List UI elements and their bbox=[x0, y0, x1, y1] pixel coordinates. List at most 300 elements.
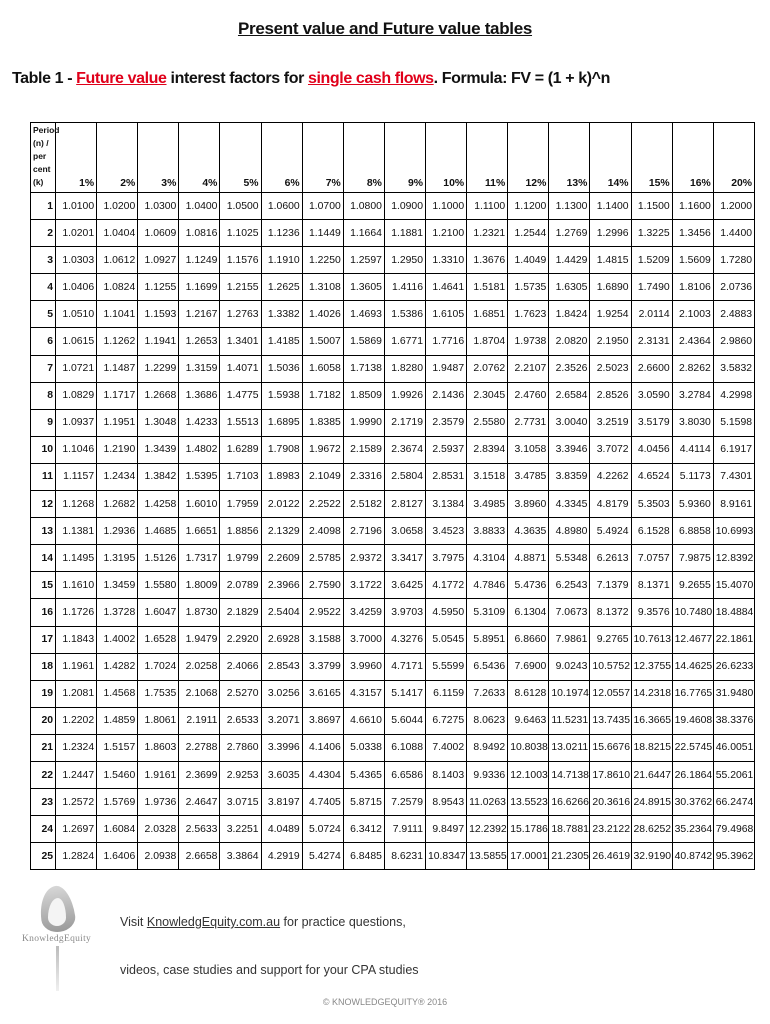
table-heading-middle: interest factors for bbox=[166, 70, 308, 87]
factor-cell: 4.8179 bbox=[590, 491, 631, 518]
table-row bbox=[31, 599, 755, 626]
table-row bbox=[31, 436, 755, 463]
factor-cell: 2.5937 bbox=[425, 436, 466, 463]
factor-cell: 1.2100 bbox=[425, 220, 466, 247]
factor-cell: 10.5752 bbox=[590, 653, 631, 680]
period-cell: 20 bbox=[31, 707, 56, 734]
factor-cell: 10.7613 bbox=[631, 626, 672, 653]
rate-header: 14% bbox=[590, 123, 631, 193]
factor-cell: 3.1588 bbox=[302, 626, 343, 653]
factor-cell: 1.1255 bbox=[138, 274, 179, 301]
factor-cell: 10.8038 bbox=[508, 734, 549, 761]
factor-cell: 3.6035 bbox=[261, 761, 302, 788]
rate-header: 4% bbox=[179, 123, 220, 193]
factor-cell: 1.0721 bbox=[56, 355, 97, 382]
factor-cell: 3.6165 bbox=[302, 680, 343, 707]
factor-cell: 2.3045 bbox=[467, 382, 508, 409]
factor-cell: 1.4859 bbox=[97, 707, 138, 734]
factor-cell: 1.5181 bbox=[467, 274, 508, 301]
factor-cell: 1.8061 bbox=[138, 707, 179, 734]
factor-cell: 1.5386 bbox=[384, 301, 425, 328]
factor-cell: 1.6528 bbox=[138, 626, 179, 653]
factor-cell: 2.7860 bbox=[220, 734, 261, 761]
factor-cell: 2.4364 bbox=[672, 328, 713, 355]
factor-cell: 5.3503 bbox=[631, 491, 672, 518]
factor-cell: 1.7959 bbox=[220, 491, 261, 518]
period-cell: 25 bbox=[31, 843, 56, 870]
factor-cell: 1.2190 bbox=[97, 436, 138, 463]
factor-cell: 12.2392 bbox=[467, 816, 508, 843]
factor-cell: 3.8833 bbox=[467, 518, 508, 545]
knowledgequity-link[interactable]: KnowledgEquity.com.au bbox=[146, 915, 281, 929]
factor-cell: 2.6658 bbox=[179, 843, 220, 870]
factor-cell: 1.2000 bbox=[713, 193, 754, 220]
factor-cell: 15.1786 bbox=[508, 816, 549, 843]
factor-cell: 3.6425 bbox=[384, 572, 425, 599]
factor-cell: 1.1910 bbox=[261, 247, 302, 274]
period-cell: 22 bbox=[31, 761, 56, 788]
logo-stem bbox=[56, 946, 59, 991]
factor-cell: 1.4026 bbox=[302, 301, 343, 328]
factor-cell: 1.9738 bbox=[508, 328, 549, 355]
factor-cell: 8.1372 bbox=[590, 599, 631, 626]
factor-cell: 1.3459 bbox=[97, 572, 138, 599]
factor-cell: 2.2609 bbox=[261, 545, 302, 572]
rate-header: 8% bbox=[343, 123, 384, 193]
table-row bbox=[31, 680, 755, 707]
footer-practice-text: for practice questions, bbox=[280, 915, 406, 929]
factor-cell: 2.8531 bbox=[425, 463, 466, 490]
factor-cell: 6.1917 bbox=[713, 436, 754, 463]
factor-cell: 4.4114 bbox=[672, 436, 713, 463]
factor-cell: 1.8603 bbox=[138, 734, 179, 761]
factor-cell: 1.9161 bbox=[138, 761, 179, 788]
factor-cell: 4.6610 bbox=[343, 707, 384, 734]
factor-cell: 1.3310 bbox=[425, 247, 466, 274]
factor-cell: 1.6058 bbox=[302, 355, 343, 382]
factor-cell: 1.1025 bbox=[220, 220, 261, 247]
factor-cell: 3.7000 bbox=[343, 626, 384, 653]
period-cell: 9 bbox=[31, 409, 56, 436]
factor-cell: 1.1268 bbox=[56, 491, 97, 518]
factor-cell: 5.9360 bbox=[672, 491, 713, 518]
factor-cell: 3.3799 bbox=[302, 653, 343, 680]
factor-cell: 3.0658 bbox=[384, 518, 425, 545]
factor-cell: 3.7975 bbox=[425, 545, 466, 572]
factor-cell: 1.6651 bbox=[179, 518, 220, 545]
factor-cell: 5.1598 bbox=[713, 409, 754, 436]
factor-cell: 4.1772 bbox=[425, 572, 466, 599]
future-value-table bbox=[30, 122, 755, 870]
factor-cell: 1.4400 bbox=[713, 220, 754, 247]
factor-cell: 1.4258 bbox=[138, 491, 179, 518]
factor-cell: 1.4429 bbox=[549, 247, 590, 274]
factor-cell: 7.2579 bbox=[384, 789, 425, 816]
factor-cell: 95.3962 bbox=[713, 843, 754, 870]
factor-cell: 3.1518 bbox=[467, 463, 508, 490]
period-cell: 16 bbox=[31, 599, 56, 626]
footer-visit-text: Visit bbox=[120, 915, 147, 929]
factor-cell: 1.1881 bbox=[384, 220, 425, 247]
factor-cell: 1.1236 bbox=[261, 220, 302, 247]
factor-cell: 1.1100 bbox=[467, 193, 508, 220]
factor-cell: 5.0545 bbox=[425, 626, 466, 653]
footer-line-1 bbox=[120, 915, 406, 929]
factor-cell: 1.6406 bbox=[97, 843, 138, 870]
factor-cell: 3.9960 bbox=[343, 653, 384, 680]
factor-cell: 8.6128 bbox=[508, 680, 549, 707]
period-cell: 19 bbox=[31, 680, 56, 707]
factor-cell: 3.0040 bbox=[549, 409, 590, 436]
period-cell: 23 bbox=[31, 789, 56, 816]
factor-cell: 13.0211 bbox=[549, 734, 590, 761]
factor-cell: 46.0051 bbox=[713, 734, 754, 761]
factor-cell: 2.7196 bbox=[343, 518, 384, 545]
factor-cell: 9.2655 bbox=[672, 572, 713, 599]
factor-cell: 1.6890 bbox=[590, 274, 631, 301]
factor-cell: 1.0829 bbox=[56, 382, 97, 409]
factor-cell: 10.8347 bbox=[425, 843, 466, 870]
table-row bbox=[31, 653, 755, 680]
factor-cell: 1.0500 bbox=[220, 193, 261, 220]
factor-cell: 5.0724 bbox=[302, 816, 343, 843]
factor-cell: 22.1861 bbox=[713, 626, 754, 653]
factor-cell: 1.1843 bbox=[56, 626, 97, 653]
factor-cell: 2.1003 bbox=[672, 301, 713, 328]
factor-cell: 1.1600 bbox=[672, 193, 713, 220]
factor-cell: 1.0406 bbox=[56, 274, 97, 301]
factor-cell: 8.9543 bbox=[425, 789, 466, 816]
table-row bbox=[31, 382, 755, 409]
factor-cell: 6.6586 bbox=[384, 761, 425, 788]
factor-cell: 7.9875 bbox=[672, 545, 713, 572]
factor-cell: 8.9492 bbox=[467, 734, 508, 761]
factor-cell: 1.1941 bbox=[138, 328, 179, 355]
factor-cell: 2.3579 bbox=[425, 409, 466, 436]
factor-cell: 1.4802 bbox=[179, 436, 220, 463]
factor-cell: 1.1726 bbox=[56, 599, 97, 626]
factor-cell: 4.6524 bbox=[631, 463, 672, 490]
factor-cell: 6.8485 bbox=[343, 843, 384, 870]
factor-cell: 4.0456 bbox=[631, 436, 672, 463]
factor-cell: 1.5869 bbox=[343, 328, 384, 355]
factor-cell: 2.0820 bbox=[549, 328, 590, 355]
factor-cell: 1.1576 bbox=[220, 247, 261, 274]
table-header-row bbox=[31, 123, 755, 193]
logo-text: KnowledgEquity bbox=[22, 934, 92, 944]
factor-cell: 1.2544 bbox=[508, 220, 549, 247]
factor-cell: 1.3676 bbox=[467, 247, 508, 274]
factor-cell: 3.8197 bbox=[261, 789, 302, 816]
factor-cell: 1.2572 bbox=[56, 789, 97, 816]
factor-cell: 3.4985 bbox=[467, 491, 508, 518]
factor-cell: 9.9336 bbox=[467, 761, 508, 788]
factor-cell: 2.6928 bbox=[261, 626, 302, 653]
factor-cell: 1.2763 bbox=[220, 301, 261, 328]
factor-cell: 1.4071 bbox=[220, 355, 261, 382]
factor-cell: 1.2202 bbox=[56, 707, 97, 734]
factor-cell: 1.4233 bbox=[179, 409, 220, 436]
factor-cell: 1.0609 bbox=[138, 220, 179, 247]
factor-cell: 5.1173 bbox=[672, 463, 713, 490]
factor-cell: 1.0700 bbox=[302, 193, 343, 220]
factor-cell: 7.0673 bbox=[549, 599, 590, 626]
factor-cell: 1.4641 bbox=[425, 274, 466, 301]
rate-header: 2% bbox=[97, 123, 138, 193]
factor-cell: 1.1664 bbox=[343, 220, 384, 247]
factor-cell: 1.2950 bbox=[384, 247, 425, 274]
factor-cell: 1.5157 bbox=[97, 734, 138, 761]
table-row bbox=[31, 843, 755, 870]
table-row bbox=[31, 518, 755, 545]
rate-header: 10% bbox=[425, 123, 466, 193]
factor-cell: 6.5436 bbox=[467, 653, 508, 680]
factor-cell: 1.6895 bbox=[261, 409, 302, 436]
factor-cell: 18.4884 bbox=[713, 599, 754, 626]
factor-cell: 15.4070 bbox=[713, 572, 754, 599]
factor-cell: 1.3159 bbox=[179, 355, 220, 382]
factor-cell: 1.1262 bbox=[97, 328, 138, 355]
factor-cell: 14.7138 bbox=[549, 761, 590, 788]
factor-cell: 2.1950 bbox=[590, 328, 631, 355]
factor-cell: 3.3864 bbox=[220, 843, 261, 870]
period-cell: 1 bbox=[31, 193, 56, 220]
table-row bbox=[31, 193, 755, 220]
factor-cell: 26.4619 bbox=[590, 843, 631, 870]
factor-cell: 2.6533 bbox=[220, 707, 261, 734]
factor-cell: 31.9480 bbox=[713, 680, 754, 707]
factor-cell: 10.6993 bbox=[713, 518, 754, 545]
factor-cell: 1.7535 bbox=[138, 680, 179, 707]
factor-cell: 3.3417 bbox=[384, 545, 425, 572]
factor-cell: 5.0338 bbox=[343, 734, 384, 761]
factor-cell: 1.1487 bbox=[97, 355, 138, 382]
factor-cell: 1.3686 bbox=[179, 382, 220, 409]
factor-cell: 1.2597 bbox=[343, 247, 384, 274]
table-row bbox=[31, 545, 755, 572]
factor-cell: 1.4815 bbox=[590, 247, 631, 274]
factor-cell: 1.3456 bbox=[672, 220, 713, 247]
period-cell: 11 bbox=[31, 463, 56, 490]
factor-cell: 1.0927 bbox=[138, 247, 179, 274]
period-cell: 10 bbox=[31, 436, 56, 463]
factor-cell: 1.7024 bbox=[138, 653, 179, 680]
table-heading bbox=[12, 70, 610, 88]
factor-cell: 12.8392 bbox=[713, 545, 754, 572]
factor-cell: 1.9672 bbox=[302, 436, 343, 463]
factor-cell: 1.0300 bbox=[138, 193, 179, 220]
factor-cell: 2.0122 bbox=[261, 491, 302, 518]
factor-cell: 2.1589 bbox=[343, 436, 384, 463]
factor-cell: 1.4693 bbox=[343, 301, 384, 328]
factor-cell: 5.8951 bbox=[467, 626, 508, 653]
factor-cell: 5.1417 bbox=[384, 680, 425, 707]
factor-cell: 1.7280 bbox=[713, 247, 754, 274]
factor-cell: 8.0623 bbox=[467, 707, 508, 734]
period-cell: 15 bbox=[31, 572, 56, 599]
factor-cell: 4.2998 bbox=[713, 382, 754, 409]
table-row bbox=[31, 789, 755, 816]
period-cell: 7 bbox=[31, 355, 56, 382]
factor-cell: 12.3755 bbox=[631, 653, 672, 680]
factor-cell: 1.5126 bbox=[138, 545, 179, 572]
factor-cell: 1.2321 bbox=[467, 220, 508, 247]
factor-cell: 7.4301 bbox=[713, 463, 754, 490]
factor-cell: 5.8715 bbox=[343, 789, 384, 816]
factor-cell: 20.3616 bbox=[590, 789, 631, 816]
factor-cell: 1.2769 bbox=[549, 220, 590, 247]
factor-cell: 1.1000 bbox=[425, 193, 466, 220]
factor-cell: 66.2474 bbox=[713, 789, 754, 816]
factor-cell: 3.1058 bbox=[508, 436, 549, 463]
factor-cell: 5.5348 bbox=[549, 545, 590, 572]
factor-cell: 1.6084 bbox=[97, 816, 138, 843]
factor-cell: 2.5633 bbox=[179, 816, 220, 843]
factor-cell: 1.5769 bbox=[97, 789, 138, 816]
factor-cell: 2.0114 bbox=[631, 301, 672, 328]
table-row bbox=[31, 301, 755, 328]
factor-cell: 3.2071 bbox=[261, 707, 302, 734]
period-cell: 4 bbox=[31, 274, 56, 301]
factor-cell: 1.5938 bbox=[261, 382, 302, 409]
factor-cell: 4.5950 bbox=[425, 599, 466, 626]
factor-cell: 6.7275 bbox=[425, 707, 466, 734]
factor-cell: 1.1157 bbox=[56, 463, 97, 490]
factor-cell: 6.2613 bbox=[590, 545, 631, 572]
factor-cell: 1.5036 bbox=[261, 355, 302, 382]
factor-cell: 9.3576 bbox=[631, 599, 672, 626]
factor-cell: 5.4365 bbox=[343, 761, 384, 788]
factor-cell: 1.2996 bbox=[590, 220, 631, 247]
factor-cell: 2.5785 bbox=[302, 545, 343, 572]
rate-header: 3% bbox=[138, 123, 179, 193]
factor-cell: 2.8127 bbox=[384, 491, 425, 518]
rate-header: 15% bbox=[631, 123, 672, 193]
copyright: © KNOWLEDGEQUITY® 2016 bbox=[322, 997, 448, 1007]
factor-cell: 1.7908 bbox=[261, 436, 302, 463]
factor-cell: 12.4677 bbox=[672, 626, 713, 653]
factor-cell: 7.4002 bbox=[425, 734, 466, 761]
knowledgequity-logo bbox=[18, 886, 98, 996]
factor-cell: 5.4924 bbox=[590, 518, 631, 545]
factor-cell: 1.1449 bbox=[302, 220, 343, 247]
factor-cell: 3.7072 bbox=[590, 436, 631, 463]
factor-cell: 1.6305 bbox=[549, 274, 590, 301]
factor-cell: 2.4883 bbox=[713, 301, 754, 328]
factor-cell: 2.6600 bbox=[631, 355, 672, 382]
table-heading-formula: . Formula: FV = (1 + k)^n bbox=[433, 70, 610, 87]
factor-cell: 7.0757 bbox=[631, 545, 672, 572]
factor-cell: 1.3195 bbox=[97, 545, 138, 572]
factor-cell: 9.0243 bbox=[549, 653, 590, 680]
period-cell: 21 bbox=[31, 734, 56, 761]
factor-cell: 1.9799 bbox=[220, 545, 261, 572]
factor-cell: 1.8704 bbox=[467, 328, 508, 355]
factor-cell: 4.3104 bbox=[467, 545, 508, 572]
factor-cell: 6.1304 bbox=[508, 599, 549, 626]
factor-cell: 1.1500 bbox=[631, 193, 672, 220]
factor-cell: 7.6900 bbox=[508, 653, 549, 680]
factor-cell: 2.2107 bbox=[508, 355, 549, 382]
factor-cell: 2.0258 bbox=[179, 653, 220, 680]
factor-cell: 1.1961 bbox=[56, 653, 97, 680]
factor-cell: 2.2788 bbox=[179, 734, 220, 761]
factor-cell: 1.5007 bbox=[302, 328, 343, 355]
factor-cell: 3.3946 bbox=[549, 436, 590, 463]
factor-cell: 1.4568 bbox=[97, 680, 138, 707]
factor-cell: 1.6289 bbox=[220, 436, 261, 463]
period-header: Period (n) / per cent (k) bbox=[31, 123, 56, 193]
factor-cell: 16.7765 bbox=[672, 680, 713, 707]
factor-cell: 1.1610 bbox=[56, 572, 97, 599]
factor-cell: 4.3635 bbox=[508, 518, 549, 545]
factor-cell: 1.1400 bbox=[590, 193, 631, 220]
factor-cell: 5.5599 bbox=[425, 653, 466, 680]
table-row bbox=[31, 761, 755, 788]
factor-cell: 18.7881 bbox=[549, 816, 590, 843]
factor-cell: 3.1384 bbox=[425, 491, 466, 518]
factor-cell: 4.3345 bbox=[549, 491, 590, 518]
factor-cell: 1.3728 bbox=[97, 599, 138, 626]
factor-cell: 1.2155 bbox=[220, 274, 261, 301]
factor-cell: 2.0762 bbox=[467, 355, 508, 382]
factor-cell: 2.3966 bbox=[261, 572, 302, 599]
factor-cell: 10.7480 bbox=[672, 599, 713, 626]
factor-cell: 5.6044 bbox=[384, 707, 425, 734]
factor-cell: 1.8009 bbox=[179, 572, 220, 599]
factor-cell: 1.0600 bbox=[261, 193, 302, 220]
factor-cell: 17.0001 bbox=[508, 843, 549, 870]
factor-cell: 16.3665 bbox=[631, 707, 672, 734]
factor-cell: 2.4098 bbox=[302, 518, 343, 545]
factor-cell: 6.1088 bbox=[384, 734, 425, 761]
factor-cell: 6.1528 bbox=[631, 518, 672, 545]
factor-cell: 1.1699 bbox=[179, 274, 220, 301]
factor-cell: 1.5513 bbox=[220, 409, 261, 436]
factor-cell: 21.2305 bbox=[549, 843, 590, 870]
factor-cell: 3.9703 bbox=[384, 599, 425, 626]
factor-cell: 1.7317 bbox=[179, 545, 220, 572]
factor-cell: 1.0200 bbox=[97, 193, 138, 220]
factor-cell: 1.0824 bbox=[97, 274, 138, 301]
factor-cell: 15.6676 bbox=[590, 734, 631, 761]
factor-cell: 9.2765 bbox=[590, 626, 631, 653]
factor-cell: 1.2250 bbox=[302, 247, 343, 274]
rate-header: 1% bbox=[56, 123, 97, 193]
factor-cell: 4.1406 bbox=[302, 734, 343, 761]
factor-cell: 3.8960 bbox=[508, 491, 549, 518]
factor-cell: 1.0937 bbox=[56, 409, 97, 436]
factor-cell: 2.9372 bbox=[343, 545, 384, 572]
factor-cell: 1.7103 bbox=[220, 463, 261, 490]
factor-cell: 6.1159 bbox=[425, 680, 466, 707]
table-row bbox=[31, 409, 755, 436]
table-body bbox=[31, 193, 755, 870]
rate-header: 5% bbox=[220, 123, 261, 193]
factor-cell: 3.0590 bbox=[631, 382, 672, 409]
factor-cell: 3.4259 bbox=[343, 599, 384, 626]
factor-cell: 19.4608 bbox=[672, 707, 713, 734]
factor-cell: 3.4785 bbox=[508, 463, 549, 490]
table-row bbox=[31, 463, 755, 490]
table-row bbox=[31, 247, 755, 274]
factor-cell: 1.1300 bbox=[549, 193, 590, 220]
footer-line-2: videos, case studies and support for your CPA studies bbox=[120, 963, 419, 977]
factor-cell: 4.2919 bbox=[261, 843, 302, 870]
factor-cell: 22.5745 bbox=[672, 734, 713, 761]
factor-cell: 1.6771 bbox=[384, 328, 425, 355]
factor-cell: 1.3225 bbox=[631, 220, 672, 247]
